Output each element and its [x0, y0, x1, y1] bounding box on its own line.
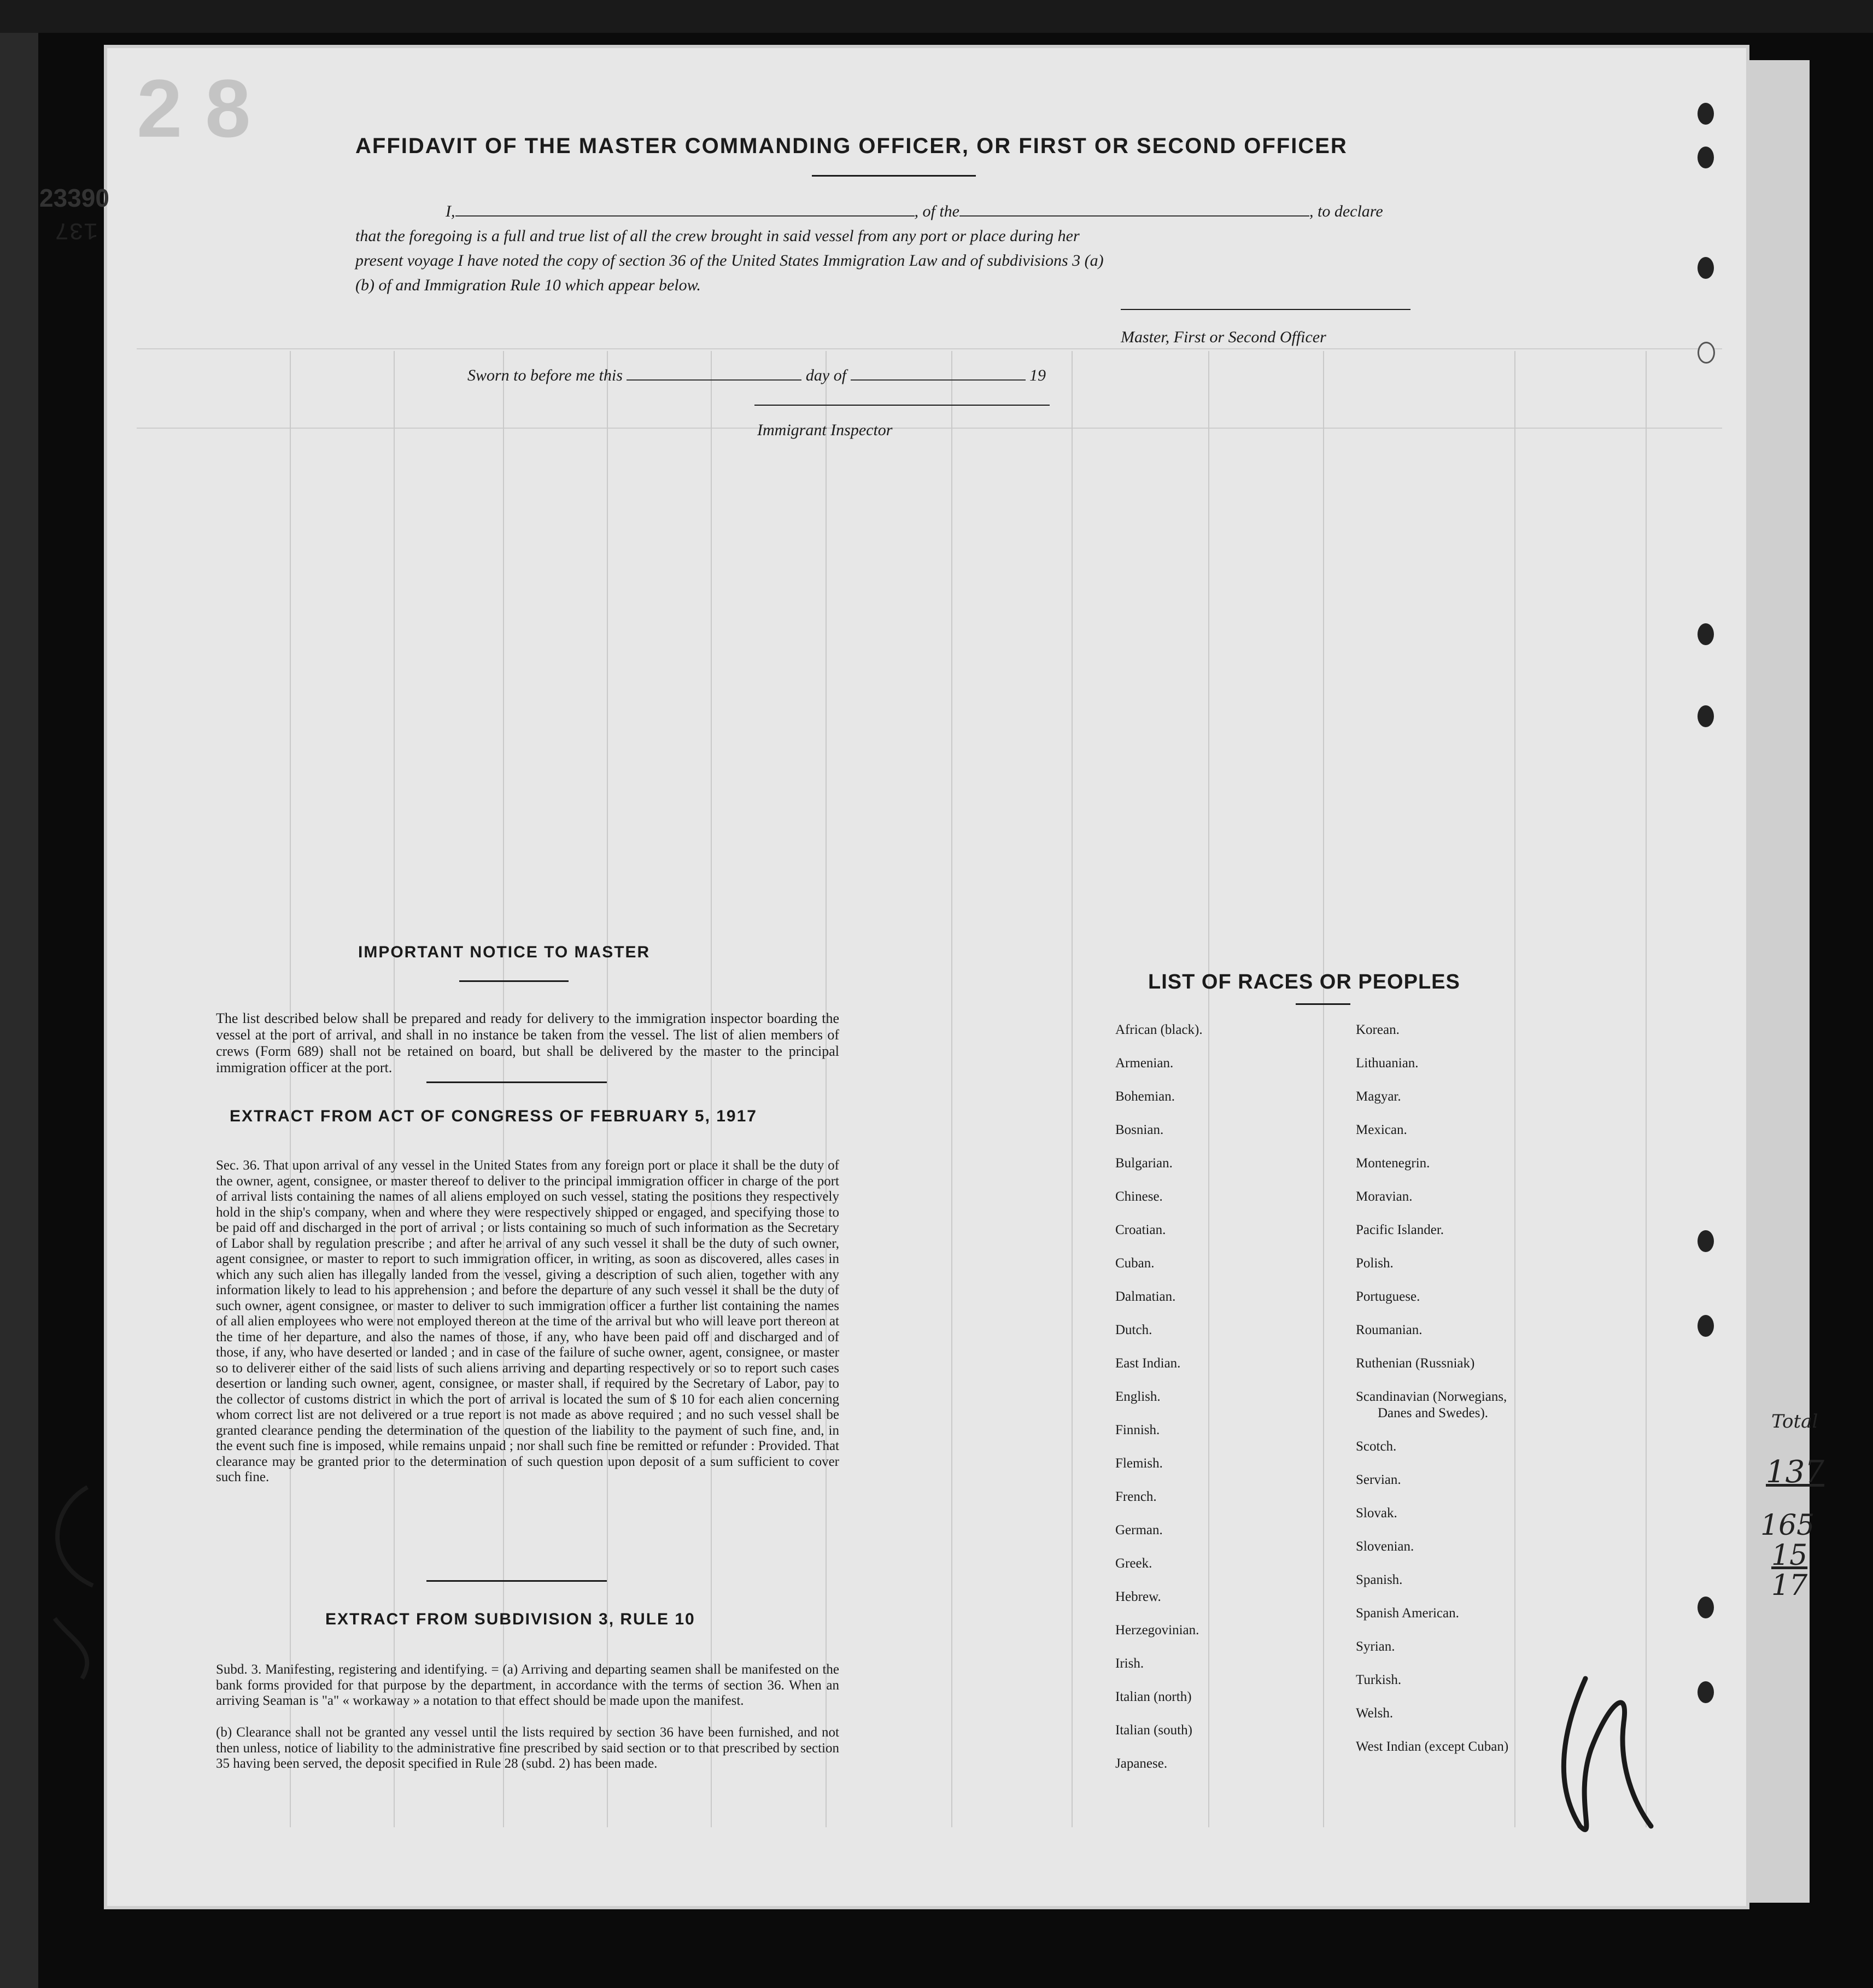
race-item: Slovak. — [1356, 1506, 1397, 1521]
affidavit-line-4: (b) of and Immigration Rule 10 which appear below. — [355, 276, 701, 294]
race-item: Roumanian. — [1356, 1323, 1423, 1337]
page-number: 137 — [55, 216, 98, 243]
ghost-grid-line — [1208, 351, 1209, 1827]
rule-extract-text-a: Subd. 3. Manifesting, registering and identifying. = (a) Arriving and departing seamen shall be manifested on the bank forms provided for that purpose by the department, in accordance with the terms of section 36. When an arriving Seaman is "a" « workaway » a notation to that effect should be made upon the manifest. — [216, 1662, 839, 1708]
race-item: Hebrew. — [1115, 1589, 1161, 1604]
race-item: Slovenian. — [1356, 1539, 1414, 1554]
inspector-signature-line — [754, 405, 1050, 406]
notice-text: The list described below shall be prepared and ready for delivery to the immigration inspector boarding the vessel at the port of arrival, and shall in no instance be taken from the vessel. The list of alien members of crews (Form 689) shall not be retained on board, but shall be delivered by the master to the principal immigration officer at the port. — [216, 1010, 839, 1075]
race-item: African (black). — [1115, 1022, 1203, 1037]
punch-hole — [1698, 1597, 1714, 1618]
race-item: Turkish. — [1356, 1673, 1402, 1687]
title-underline — [812, 175, 976, 177]
race-item: English. — [1115, 1389, 1161, 1404]
rule-extract-title: EXTRACT FROM SUBDIVISION 3, RULE 10 — [325, 1610, 695, 1628]
act-rule — [426, 1580, 607, 1582]
punch-hole — [1698, 1315, 1714, 1337]
race-item: Chinese. — [1115, 1189, 1163, 1204]
name-blank — [455, 215, 915, 217]
left-scan-edge — [0, 0, 38, 1988]
affidavit-line-2: that the foregoing is a full and true list of all the crew brought in said vessel from any port or place during her — [355, 227, 1080, 245]
officer-signature-line — [1121, 309, 1410, 310]
race-item: Italian (south) — [1115, 1723, 1192, 1738]
left-edge-scribble — [33, 1476, 109, 1684]
year-prefix: 19 — [1029, 366, 1046, 384]
day-of-label: day of — [805, 366, 847, 384]
race-item: Spanish American. — [1356, 1606, 1459, 1621]
race-item: Bohemian. — [1115, 1089, 1175, 1104]
officer-label: Master, First or Second Officer — [1121, 328, 1326, 346]
race-item: Dutch. — [1115, 1323, 1152, 1337]
day-blank — [627, 379, 801, 381]
punch-hole — [1698, 103, 1714, 125]
races-column-1 — [1115, 1022, 1203, 1790]
race-item: Armenian. — [1115, 1056, 1174, 1071]
handwritten-initials — [1542, 1662, 1662, 1843]
handwritten-17: 17 — [1771, 1569, 1808, 1602]
stamp-number: 23390 — [39, 184, 109, 212]
punch-hole — [1698, 1681, 1714, 1703]
affidavit-title: AFFIDAVIT OF THE MASTER COMMANDING OFFICER, OR FIRST OR SECOND OFFICER — [355, 134, 1348, 158]
ghost-grid-line — [951, 351, 952, 1827]
text-i: I, — [446, 202, 455, 220]
notice-rule — [426, 1081, 607, 1083]
text-to-declare: , to declare — [1309, 202, 1383, 220]
handwritten-15: 15 — [1771, 1539, 1808, 1572]
ghost-grid-line — [826, 351, 827, 1827]
race-item: East Indian. — [1115, 1356, 1181, 1371]
race-item: Korean. — [1356, 1022, 1400, 1037]
act-extract-text: Sec. 36. That upon arrival of any vessel in the United States from any foreign port or place it shall be the duty of the owner, agent, consignee, or master thereof to deliver to the principal immigration officer in charge of the port of arrival lists containing the names of all aliens employed on such vessel, stating the positions they respectively hold in the ship's company, when and where they were respectively shipped or engaged, and specifying those to be paid off and discharged in the port of arrival ; or lists containing so much of such information as the Secretary of Labor shall by regulation prescribe ; and after he arrival of any such vessel it shall be the duty of such owner, agent consignee, or master to report to such immigration officer, in writing, as soon as discovered, alles cases in which any such alien has illegally landed from the vessel, giving a description of such alien, together with any information likely to lead to his apprehension ; and before the departure of any such vessel it shall be the duty of such owner, agent consignee, or master to deliver to such immigration officer a further list containing the names of all alien employees who were not employed thereon at the time of the arrival but who will leave port thereon at the time of her departure, and also the names of those, if any, who have been paid off and discharged and of those, if any, who have deserted or landed ; and in case of the failure of suche owner, agent, consignee, or master so to deliverer either of the said lists of such aliens arriving and departing respectively or so to report such cases desertion or landing such owner, agent, consignee, or master shall, if required by the Secretary of Labor, pay to the collector of customs district in which the port of arrival is located the sum of $ 10 for each alien concerning whom correct list are not delivered or a true report is not made as above required ; and no such vessel shall be granted clearance pending the determination of the question of the liability to the payment of such fine, and, in the event such fine is imposed, while remains unpaid ; nor shall such fine be remitted or refunder : Provided. That clearance may be granted prior to the determination of such question upon deposit of a sum sufficient to cover such fine. — [216, 1158, 839, 1484]
ghost-grid-line — [290, 351, 291, 1827]
rule-extract-text-b: (b) Clearance shall not be granted any vessel until the lists required by section 36 have been furnished, and not then unless, notice of liability to the administrative fine prescribed by said section or to that prescribed by section 35 having been served, the deposit specified in Rule 28 (subd. 2) has been made. — [216, 1725, 839, 1771]
punch-hole — [1698, 623, 1714, 645]
ghost-grid-line — [1072, 351, 1073, 1827]
ghost-grid-line — [394, 351, 395, 1827]
month-blank — [851, 379, 1026, 381]
ghost-grid-line — [607, 351, 608, 1827]
affidavit-line-1 — [446, 202, 1383, 221]
act-extract-title: EXTRACT FROM ACT OF CONGRESS OF FEBRUARY 5, 1917 — [230, 1107, 757, 1125]
large-faint-stamp: 2 8 — [137, 62, 251, 154]
race-item: Herzegovinian. — [1115, 1623, 1199, 1638]
race-item: Montenegrin. — [1356, 1156, 1430, 1171]
ghost-grid-line — [1646, 351, 1647, 1827]
ghost-grid-line — [137, 348, 1722, 349]
notice-underline — [459, 980, 569, 982]
punch-hole — [1698, 257, 1714, 279]
affidavit-line-3: present voyage I have noted the copy of section 36 of the United States Immigration Law and of subdivisions 3 (a) — [355, 252, 1104, 270]
punch-hole — [1698, 147, 1714, 168]
race-item: Spanish. — [1356, 1572, 1403, 1587]
ghost-grid-line — [137, 428, 1722, 429]
race-item: Lithuanian. — [1356, 1056, 1419, 1071]
race-item: French. — [1115, 1489, 1157, 1504]
sworn-line — [467, 366, 1046, 385]
handwritten-165: 165 — [1760, 1509, 1815, 1542]
race-item: Cuban. — [1115, 1256, 1155, 1271]
punch-hole — [1698, 1230, 1714, 1252]
race-item: Finnish. — [1115, 1423, 1160, 1437]
race-item: Servian. — [1356, 1472, 1401, 1487]
race-item: Moravian. — [1356, 1189, 1413, 1204]
races-underline — [1296, 1003, 1350, 1005]
race-item: Bosnian. — [1115, 1122, 1164, 1137]
race-item: Scotch. — [1356, 1439, 1397, 1454]
race-item: Ruthenian (Russniak) — [1356, 1356, 1475, 1371]
race-item: Croatian. — [1115, 1223, 1166, 1237]
vessel-blank — [959, 215, 1309, 217]
ghost-grid-line — [1514, 351, 1515, 1827]
race-item: Bulgarian. — [1115, 1156, 1173, 1171]
race-item: West Indian (except Cuban) — [1356, 1739, 1509, 1754]
race-item: Portuguese. — [1356, 1289, 1420, 1304]
handwritten-total-label: Total — [1771, 1411, 1818, 1432]
races-column-2 — [1356, 1022, 1508, 1773]
race-item: Flemish. — [1115, 1456, 1163, 1471]
race-item: Welsh. — [1356, 1706, 1394, 1721]
ghost-grid-line — [711, 351, 712, 1827]
race-item: Dalmatian. — [1115, 1289, 1176, 1304]
race-item: German. — [1115, 1523, 1163, 1537]
text-of-the: , of the — [914, 202, 959, 220]
race-item: Irish. — [1115, 1656, 1144, 1671]
race-item: Polish. — [1356, 1256, 1394, 1271]
inspector-label: Immigrant Inspector — [757, 421, 893, 439]
handwritten-137: 137 — [1766, 1454, 1824, 1490]
punch-hole — [1698, 705, 1714, 727]
race-item: Japanese. — [1115, 1756, 1168, 1771]
ghost-grid-line — [503, 351, 504, 1827]
ghost-grid-line — [1323, 351, 1324, 1827]
top-scan-edge — [0, 0, 1873, 33]
race-item: Greek. — [1115, 1556, 1152, 1571]
race-item: Danes and Swedes). — [1378, 1406, 1489, 1420]
race-item: Mexican. — [1356, 1122, 1407, 1137]
punch-hole-open — [1698, 342, 1715, 364]
races-title: LIST OF RACES OR PEOPLES — [1148, 970, 1460, 993]
race-item: Pacific Islander. — [1356, 1223, 1444, 1237]
race-item: Syrian. — [1356, 1639, 1395, 1654]
race-item: Italian (north) — [1115, 1689, 1192, 1704]
race-item: Magyar. — [1356, 1089, 1401, 1104]
notice-title: IMPORTANT NOTICE TO MASTER — [358, 943, 651, 961]
sworn-label: Sworn to before me this — [467, 366, 623, 384]
race-item: Scandinavian (Norwegians, — [1356, 1389, 1507, 1404]
